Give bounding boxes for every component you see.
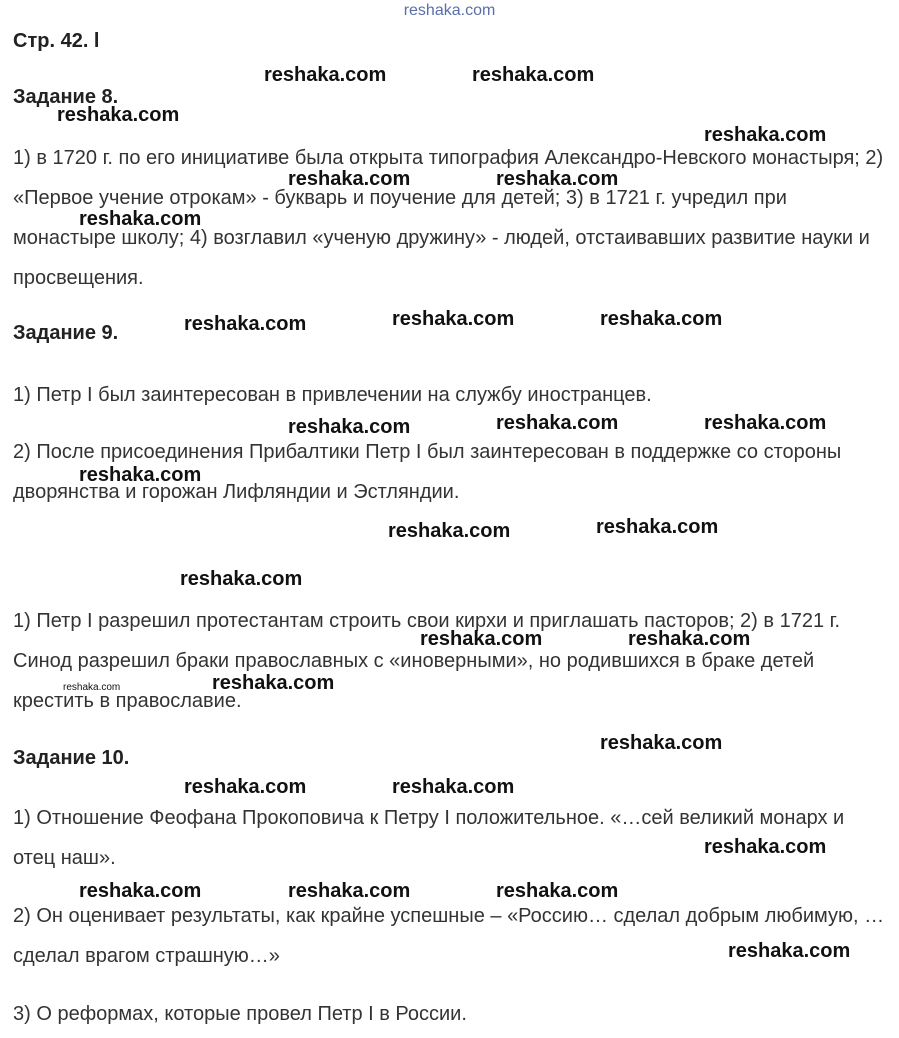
watermark-text: reshaka.com bbox=[472, 64, 595, 86]
site-watermark[interactable]: reshaka.com bbox=[403, 2, 496, 19]
watermark-text: reshaka.com bbox=[57, 104, 180, 126]
task-9-paragraph-1: 1) Петр I был заинтересован в привлечении на службу иностранцев. bbox=[13, 384, 652, 406]
watermark-text: reshaka.com bbox=[288, 416, 411, 438]
watermark-text: reshaka.com bbox=[704, 836, 827, 858]
task-9-paragraph-3: 1) Петр I разрешил протестантам строить свои кирхи и приглашать пасторов; 2) в 1721 г. Синод разрешил браки православных с «иноверными», но родившихся в браке детей крестить в православие. bbox=[13, 610, 841, 712]
page-header: Стр. 42. l bbox=[13, 30, 100, 52]
watermark-text: reshaka.com bbox=[704, 412, 827, 434]
watermark-text: reshaka.com bbox=[420, 628, 543, 650]
watermark-text: reshaka.com bbox=[628, 628, 751, 650]
watermark-text: reshaka.com bbox=[600, 308, 723, 330]
task-10-paragraph-2: 2) Он оценивает результаты, как крайне успешные – «Россию… сделал добрым любимую, … сделал врагом страшную…» bbox=[13, 905, 885, 967]
watermark-text: reshaka.com bbox=[212, 672, 335, 694]
task-10-paragraph-1: 1) Отношение Феофана Прокоповича к Петру I положительное. «…сей великий монарх и отец наш». bbox=[13, 807, 845, 869]
watermark-text: reshaka.com bbox=[388, 520, 511, 542]
task-9-heading: Задание 9. bbox=[13, 322, 119, 344]
task-9-paragraph-2: 2) После присоединения Прибалтики Петр I был заинтересован в поддержке со стороны дворянства и горожан Лифляндии и Эстляндии. bbox=[13, 441, 842, 503]
watermark-text-small: reshaka.com bbox=[63, 682, 121, 693]
watermark-text: reshaka.com bbox=[180, 568, 303, 590]
task-8-heading: Задание 8. bbox=[13, 86, 119, 108]
task-10-paragraph-3: 3) О реформах, которые провел Петр I в России. bbox=[13, 1003, 467, 1025]
watermark-text: reshaka.com bbox=[728, 940, 851, 962]
watermark-text: reshaka.com bbox=[704, 124, 827, 146]
watermark-text: reshaka.com bbox=[288, 880, 411, 902]
watermark-text: reshaka.com bbox=[596, 516, 719, 538]
watermark-text: reshaka.com bbox=[264, 64, 387, 86]
watermark-text: reshaka.com bbox=[79, 464, 202, 486]
watermark-text: reshaka.com bbox=[79, 880, 202, 902]
task-8-paragraph: 1) в 1720 г. по его инициативе была открыта типография Александро-Невского монастыря; 2) «Первое учение отрокам» - букварь и поучение для детей; 3) в 1721 г. учредил при монастыре школу; 4) возглавил «ученую дружину» - людей, отстаивавших развитие науки и просвещения. bbox=[13, 147, 884, 289]
watermark-text: reshaka.com bbox=[600, 732, 723, 754]
watermark-text: reshaka.com bbox=[184, 313, 307, 335]
watermark-text: reshaka.com bbox=[496, 168, 619, 190]
watermark-text: reshaka.com bbox=[496, 412, 619, 434]
task-10-heading: Задание 10. bbox=[13, 747, 130, 769]
watermark-text: reshaka.com bbox=[184, 776, 307, 798]
watermark-text: reshaka.com bbox=[392, 308, 515, 330]
watermark-text: reshaka.com bbox=[288, 168, 411, 190]
watermark-text: reshaka.com bbox=[496, 880, 619, 902]
watermark-text: reshaka.com bbox=[392, 776, 515, 798]
watermark-text: reshaka.com bbox=[79, 208, 202, 230]
